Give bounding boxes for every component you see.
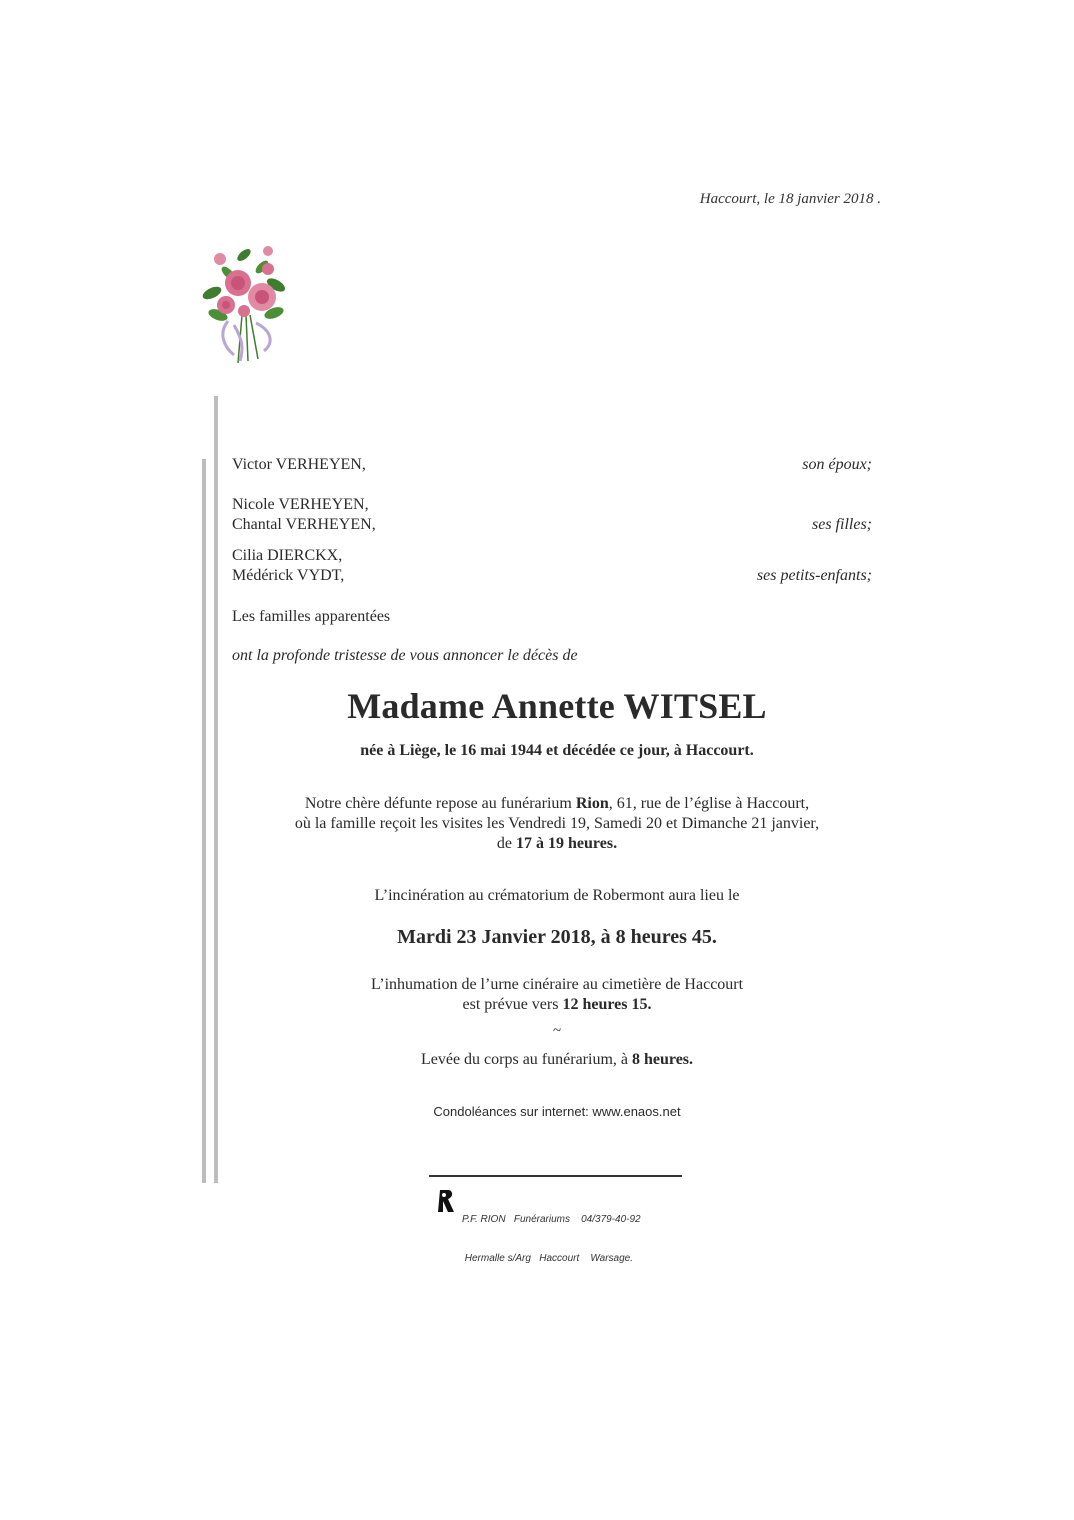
family-name: Nicole VERHEYEN, (232, 496, 369, 513)
memorial-bar (214, 396, 218, 1183)
rose-bouquet-icon (198, 243, 292, 367)
family-row (232, 495, 872, 535)
repose-paragraph: Notre chère défunte repose au funérarium Rion, 61, rue de l’église à Haccourt, où la famille reçoit les visites les Vendredi 19, Samedi 20 et Dimanche 21 janvier, de 17 à 19 heures. (294, 795, 820, 852)
separator: ~ (552, 1023, 562, 1039)
family-name: Cilia DIERCKX, (232, 547, 343, 564)
date-line: Haccourt, le 18 janvier 2018 . (699, 191, 881, 207)
family-row (232, 455, 872, 475)
family-row (232, 546, 872, 586)
levee-line: Levée du corps au funérarium, à 8 heures. (420, 1051, 694, 1068)
birth-death-line: née à Liège, le 16 mai 1944 et décédée ce jour, à Haccourt. (360, 742, 754, 759)
family-relation: ses petits-enfants; (756, 567, 872, 584)
footer-rule (429, 1175, 682, 1177)
family-name: Chantal VERHEYEN, (232, 516, 376, 533)
family-name: Médérick VYDT, (232, 567, 345, 584)
announcement-intro: ont la profonde tristesse de vous annoncer le décès de (232, 647, 578, 664)
family-relation: son époux; (802, 456, 872, 473)
funeral-home-logo-icon (436, 1188, 456, 1214)
cremation-line: L’incinération au crématorium de Robermont aura lieu le (374, 887, 740, 904)
related-families: Les familles apparentées (232, 608, 391, 625)
condolences-line: Condoléances sur internet: www.enaos.net (433, 1104, 681, 1119)
deceased-name: Madame Annette WITSEL (347, 686, 767, 726)
cremation-date: Mardi 23 Janvier 2018, à 8 heures 45. (397, 926, 717, 948)
inhumation-paragraph: L’inhumation de l’urne cinéraire au cimetière de Haccourt est prévue vers 12 heures 15. (370, 976, 744, 1013)
memorial-bar (202, 459, 206, 1183)
family-name: Victor VERHEYEN, (232, 456, 366, 473)
funeral-home-footer: P.F. RION Funérariums 04/379-40-92 Hermalle s/Arg Haccourt Warsage. (462, 1214, 641, 1264)
family-relation: ses filles; (812, 516, 872, 533)
